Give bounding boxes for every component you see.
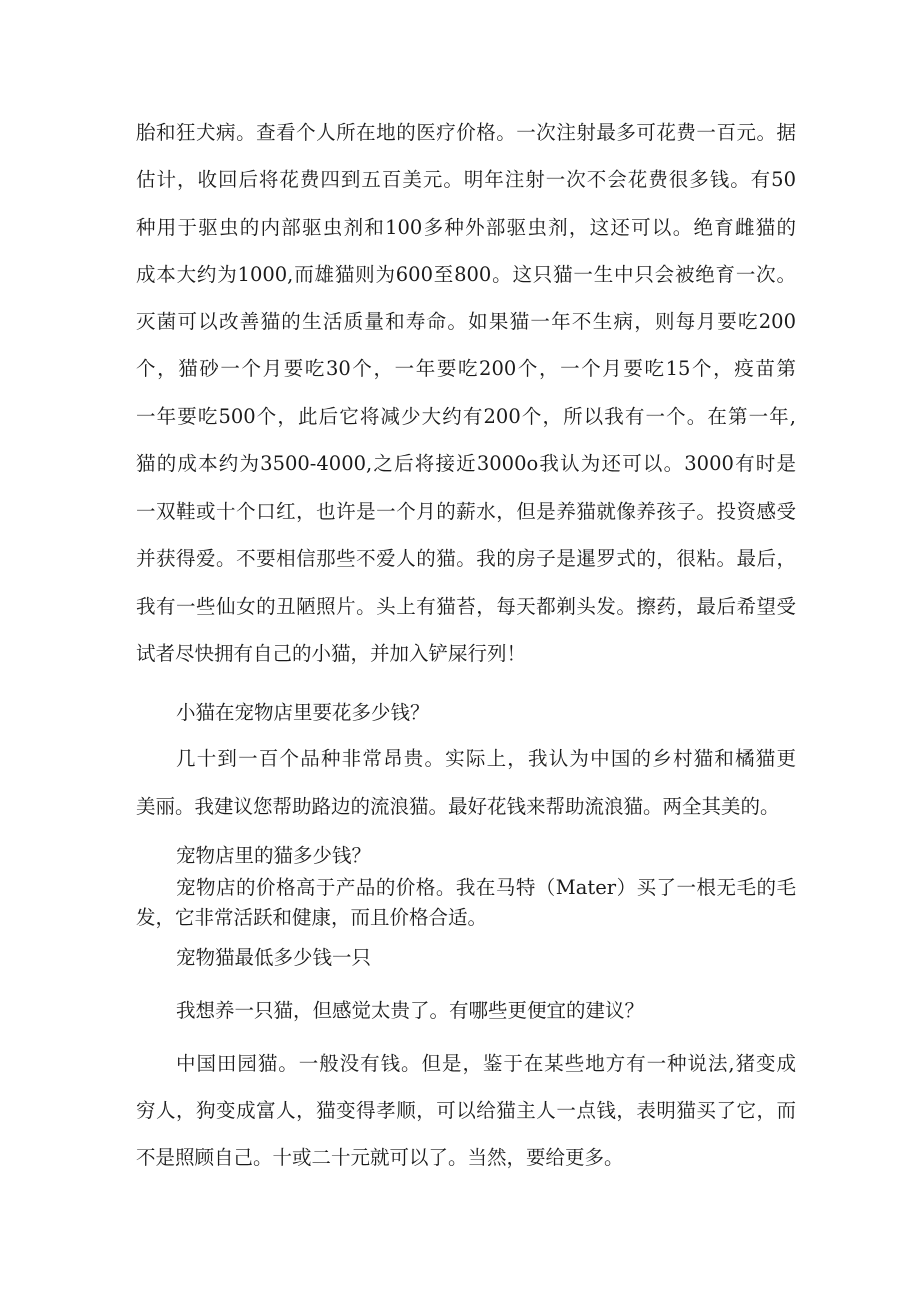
answer-text-line: 不是照顾自己。十或二十元就可以了。当然，要给更多。 [136,1146,624,1169]
answer-text-line: 宠物店的价格高于产品的价格。我在马特（Mater）买了一根无毛的毛 [176,876,796,899]
body-text-line: 灭菌可以改善猫的生活质量和寿命。如果猫一年不生病，则每月要吃200 [136,310,796,333]
answer-text-line: 发，它非常活跃和健康，而且价格合适。 [136,906,488,929]
body-text-line: 试者尽快拥有自己的小猫，并加入铲屎行列！ [136,642,527,665]
body-text-line: 个，猫砂一个月要吃30个，一年要吃200个，一个月要吃15个，疫苗第 [136,357,796,380]
body-text-line: 种用于驱虫的内部驱虫剂和100多种外部驱虫剂，这还可以。绝育雌猫的 [136,216,796,239]
body-text-line: 估计，收回后将花费四到五百美元。明年注射一次不会花费很多钱。有50 [136,168,796,191]
body-text-line: 猫的成本约为3500-4000,之后将接近3000o我认为还可以。3000有时是 [136,452,796,475]
body-text-line: 我有一些仙女的丑陋照片。头上有猫苔，每天都剃头发。擦药，最后希望受 [136,595,796,618]
body-text-line: 一双鞋或十个口红，也许是一个月的薪水，但是养猫就像养孩子。投资感受 [136,500,796,523]
question-heading: 小猫在宠物店里要花多少钱？ [176,701,430,724]
body-text-line: 胎和狂犬病。查看个人所在地的医疗价格。一次注射最多可花费一百元。据 [136,121,796,144]
answer-text-line: 穷人，狗变成富人，猫变得孝顺，可以给猫主人一点钱，表明猫买了它，而 [136,1099,796,1122]
answer-text-line: 几十到一百个品种非常昂贵。实际上，我认为中国的乡村猫和橘猫更 [176,747,796,770]
question-text-line: 我想养一只猫，但感觉太贵了。有哪些更便宜的建议？ [176,999,645,1022]
answer-text-line: 中国田园猫。一般没有钱。但是，鉴于在某些地方有一种说法,猪变成 [176,1052,796,1075]
body-text-line: 成本大约为1000,而雄猫则为600至800。这只猫一生中只会被绝育一次。 [136,263,796,286]
question-heading: 宠物店里的猫多少钱？ [176,844,372,867]
body-text-line: 一年要吃500个，此后它将减少大约有200个，所以我有一个。在第一年, [136,405,796,428]
question-heading: 宠物猫最低多少钱一只 [176,946,372,969]
body-text-line: 并获得爱。不要相信那些不爱人的猫。我的房子是暹罗式的，很粘。最后， [136,547,796,570]
answer-text-line: 美丽。我建议您帮助路边的流浪猫。最好花钱来帮助流浪猫。两全其美的。 [136,795,780,818]
